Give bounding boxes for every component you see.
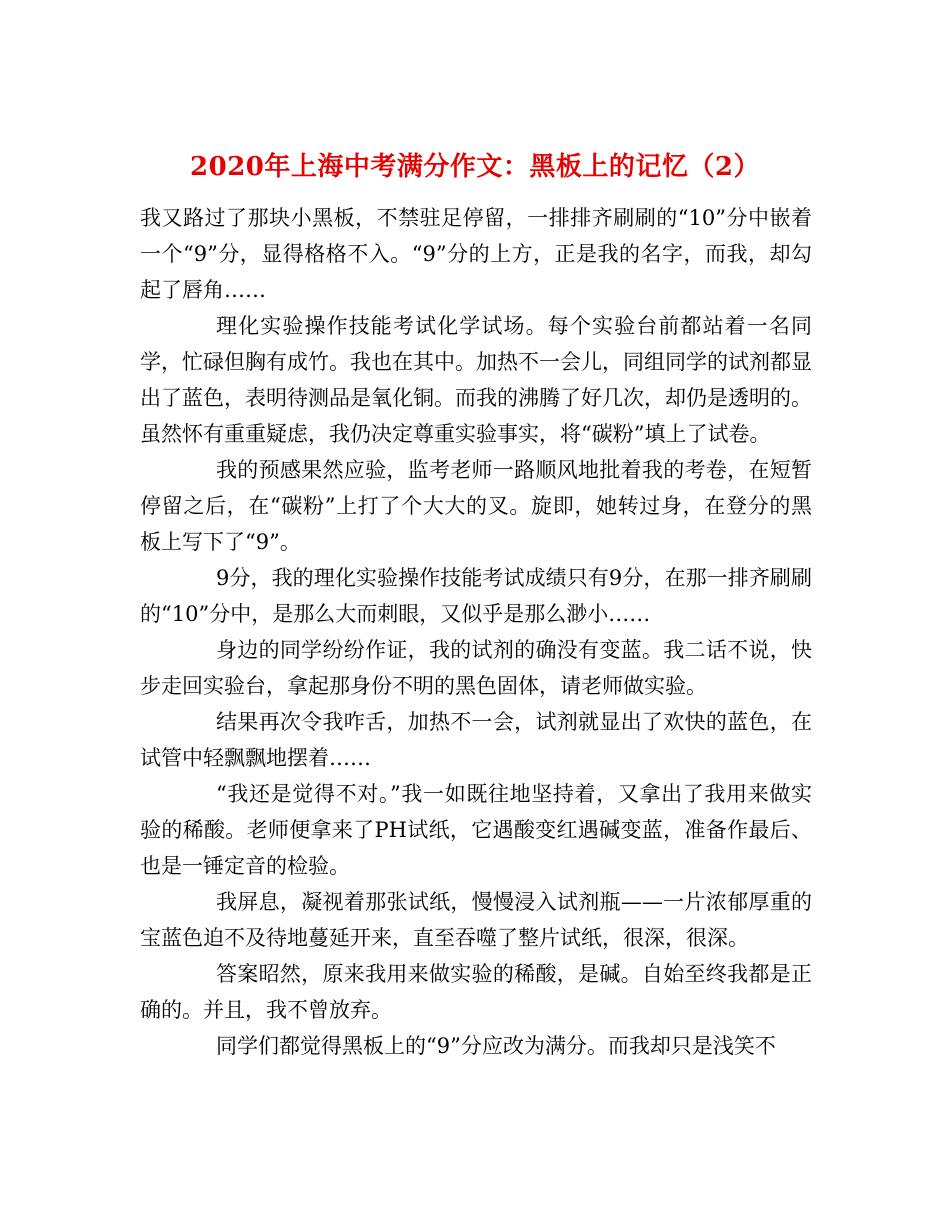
document-body: [140, 200, 812, 1064]
document-title: 2020年上海中考满分作文：黑板上的记忆（2）: [190, 152, 760, 183]
paragraph: 9分，我的理化实验操作技能考试成绩只有9分，在那一排齐刷刷的“10”分中，是那么大而刺眼，又似乎是那么渺小……: [140, 566, 812, 626]
paragraph: 结果再次令我咋舌，加热不一会，试剂就显出了欢快的蓝色，在试管中轻飘飘地摆着……: [140, 710, 812, 770]
paragraph: 身边的同学纷纷作证，我的试剂的确没有变蓝。我二话不说，快步走回实验台，拿起那身份不明的黑色固体，请老师做实验。: [140, 638, 812, 698]
paragraph: 答案昭然，原来我用来做实验的稀酸，是碱。自始至终我都是正确的。并且，我不曾放弃。: [140, 962, 812, 1022]
paragraph: 我屏息，凝视着那张试纸，慢慢浸入试剂瓶——一片浓郁厚重的宝蓝色迫不及待地蔓延开来，直至吞噬了整片试纸，很深，很深。: [140, 890, 812, 950]
paragraph: 理化实验操作技能考试化学试场。每个实验台前都站着一名同学，忙碌但胸有成竹。我也在其中。加热不一会儿，同组同学的试剂都显出了蓝色，表明待测品是氧化铜。而我的沸腾了好几次，却仍是透明的。虽然怀有重重疑虑，我仍决定尊重实验事实，将“碳粉”填上了试卷。: [140, 314, 812, 446]
paragraph: 我的预感果然应验，监考老师一路顺风地批着我的考卷，在短暂停留之后，在“碳粉”上打了个大大的叉。旋即，她转过身，在登分的黑板上写下了“9”。: [140, 458, 812, 554]
paragraph: 同学们都觉得黑板上的“9”分应改为满分。而我却只是浅笑不: [216, 1034, 776, 1058]
paragraph: “我还是觉得不对。”我一如既往地坚持着，又拿出了我用来做实验的稀酸。老师便拿来了PH试纸，它遇酸变红遇碱变蓝，准备作最后、也是一锤定音的检验。: [140, 782, 812, 878]
paragraph: 我又路过了那块小黑板，不禁驻足停留，一排排齐刷刷的“10”分中嵌着一个“9”分，显得格格不入。“9”分的上方，正是我的名字，而我，却勾起了唇角……: [140, 206, 812, 302]
